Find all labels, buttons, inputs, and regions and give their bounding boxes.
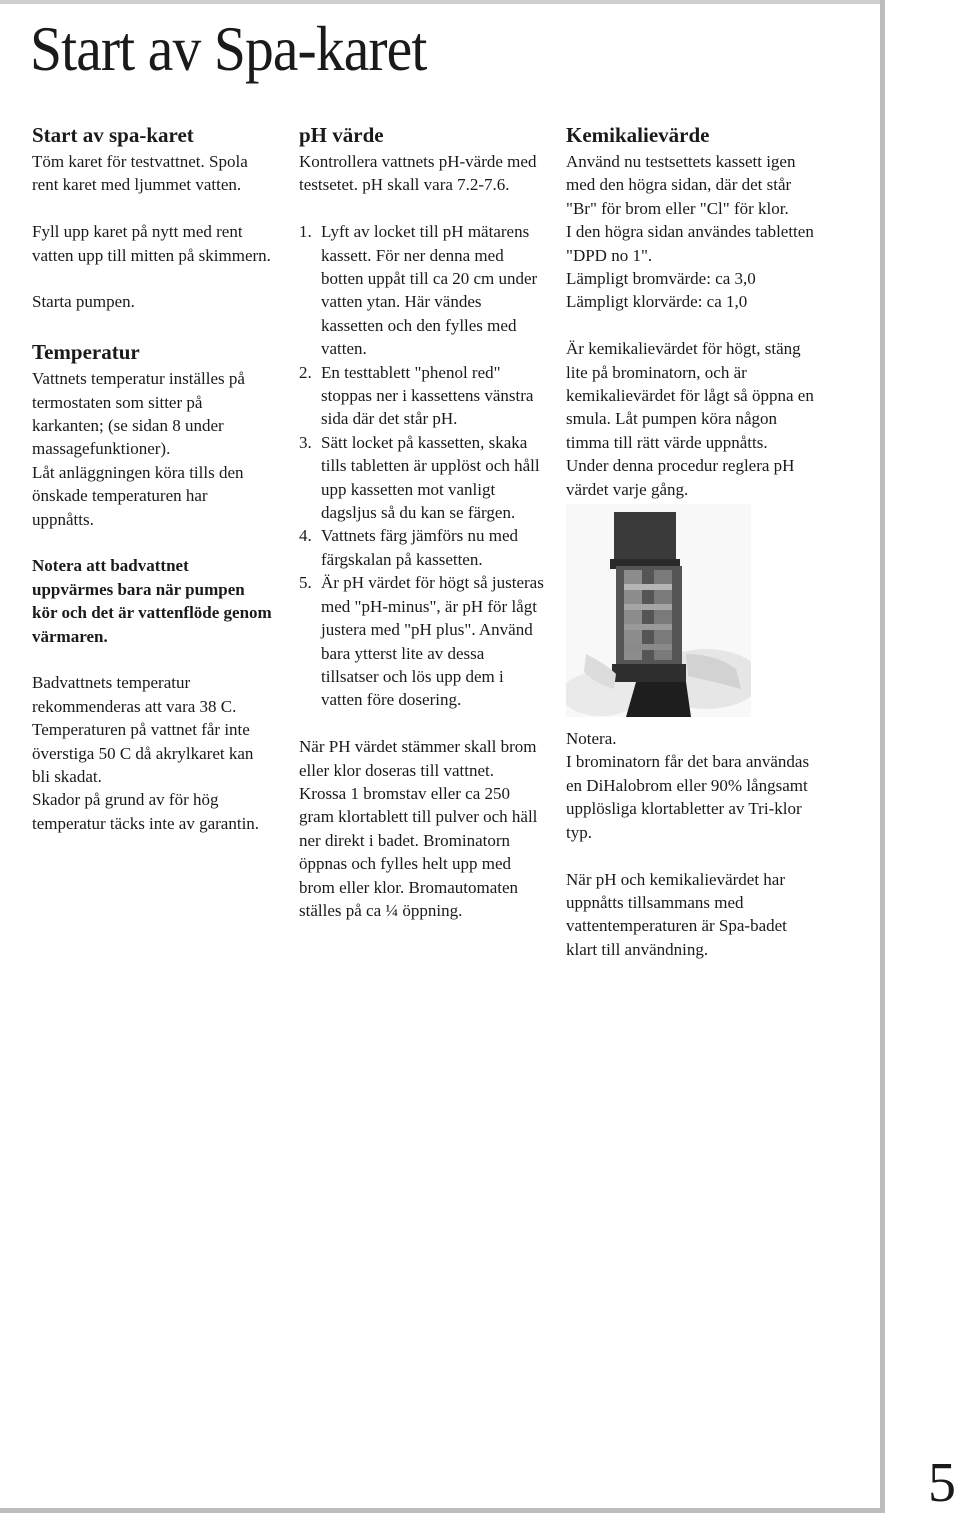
step-number: 2. xyxy=(299,362,312,382)
para-bromine-value: Lämpligt bromvärde: ca 3,0 xyxy=(566,269,756,289)
para-max-temp: Temperaturen på vattnet får inte överstiga 50 C då akrylkaret kan bli skadat. xyxy=(32,720,254,787)
page-title: Start av Spa-karet xyxy=(30,13,427,84)
heading-temperature: Temperatur xyxy=(32,340,140,365)
para-test-right-side: Använd nu testsettets kassett igen med den högra sidan, där det står "Br" för brom eller "Cl" för klor. xyxy=(566,152,796,218)
para-fill-tub: Fyll upp karet på nytt med rent vatten upp till mitten på skimmern. xyxy=(32,222,271,265)
step-text: Sätt locket på kassetten, skaka tills tabletten är upplöst och håll upp kassetten mot vanligt dagsljus så du kan se färgen. xyxy=(321,432,540,523)
list-item xyxy=(299,220,544,360)
para-run-until: Låt anläggningen köra tills den önskade temperaturen har uppnåtts. xyxy=(32,462,244,529)
page-frame-top xyxy=(0,0,885,4)
step-text: Vattnets färg jämförs nu med färgskalan på kassetten. xyxy=(321,526,519,569)
list-item xyxy=(299,431,544,525)
para-empty-tub: Töm karet för testvattnet. Spola rent karet med ljummet vatten. xyxy=(32,152,248,195)
para-ph-intro: Kontrollera vattnets pH-värde med testsetet. pH skall vara 7.2-7.6. xyxy=(299,152,537,195)
para-note-label: Notera. xyxy=(566,729,617,749)
column-chemical xyxy=(566,120,816,961)
step-text: En testtablett "phenol red" stoppas ner i kassettens vänstra sida där det står pH. xyxy=(321,362,534,429)
para-start-pump: Starta pumpen. xyxy=(32,292,135,312)
para-thermostat: Vattnets temperatur inställes på termostaten som sitter på karkanten; (se sidan 8 under massagefunktioner). xyxy=(32,369,245,459)
column-start xyxy=(32,120,272,835)
page-frame-right xyxy=(880,0,885,1510)
column-ph xyxy=(299,120,544,922)
para-recommended-temp: Badvattnets temperatur rekommenderas att vara 38 C. xyxy=(32,673,237,716)
para-adjust-brominator: Är kemikalievärdet för högt, stäng lite på brominatorn, och är kemikalievärdet för lågt så öppna en smula. Låt pumpen köra någon timma till rätt värde uppnåtts. xyxy=(566,339,814,452)
step-number: 3. xyxy=(299,432,312,452)
ph-steps-list xyxy=(299,220,544,712)
para-dpd-tablet: I den högra sidan användes tabletten "DPD no 1". xyxy=(566,222,814,265)
para-chlorine-value: Lämpligt klorvärde: ca 1,0 xyxy=(566,292,748,312)
para-ready: När pH och kemikalievärdet har uppnåtts tillsammans med vattentemperaturen är Spa-badet klart till användning. xyxy=(566,869,787,959)
note-heating: Notera att badvattnet uppvärmes bara när pumpen kör och det är vattenflöde genom värmaren. xyxy=(32,556,272,646)
step-text: Lyft av locket till pH mätarens kassett. För ner denna med botten uppåt till ca 20 cm under vatten ytan. Här vändes kassetten och den fylles med vatten. xyxy=(321,222,538,359)
list-item xyxy=(299,571,544,711)
list-item xyxy=(299,524,544,571)
heading-chemical: Kemikalievärde xyxy=(566,123,710,147)
para-regulate-ph: Under denna procedur reglera pH värdet varje gång. xyxy=(566,456,795,499)
step-number: 4. xyxy=(299,526,312,546)
test-kit-photo xyxy=(566,504,751,717)
heading-start: Start av spa-karet xyxy=(32,123,194,147)
para-bromine-dosing: När PH värdet stämmer skall brom eller klor doseras till vattnet. Krossa 1 bromstav eller ca 250 gram klortablett till pulver och häll ner direkt i badet. Brominatorn öppnas och fylles helt upp med brom eller klor. Bromautomaten ställes på ca ¼ öppning. xyxy=(299,737,538,920)
step-number: 1. xyxy=(299,222,312,242)
para-brominator-tablets: I brominatorn får det bara användas en DiHalobrom eller 90% långsamt upplösliga klortabletter av Tri-klor typ. xyxy=(566,752,810,842)
page-number: 5 xyxy=(928,1452,956,1514)
heading-ph: pH värde xyxy=(299,123,384,147)
para-warranty: Skador på grund av för hög temperatur täcks inte av garantin. xyxy=(32,790,260,833)
list-item xyxy=(299,361,544,431)
page-frame-bottom xyxy=(0,1508,885,1513)
step-number: 5. xyxy=(299,573,312,593)
step-text: Är pH värdet för högt så justeras med "pH-minus", är pH för lågt justera med "pH plus". Använd bara ytterst lite av dessa tillsatser och lös upp dem i vatten före dosering. xyxy=(321,573,544,710)
